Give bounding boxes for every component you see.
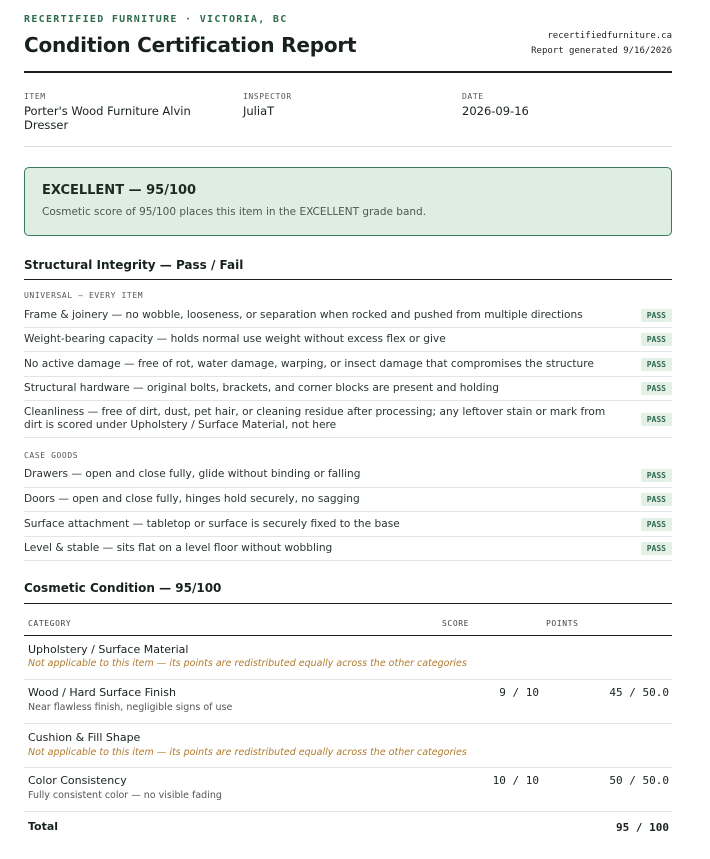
pass-badge: PASS [641, 469, 672, 482]
criterion-row [24, 468, 672, 488]
category-na-note: Not applicable to this item — its points are redistributed equally across the other categories [28, 658, 467, 669]
table-header-divider [24, 635, 672, 636]
inspector-value: JuliaT [243, 104, 275, 118]
page-title: Condition Certification Report [24, 33, 357, 57]
category-name: Color Consistency [28, 774, 127, 787]
criterion-row [24, 333, 672, 352]
criterion-text: Drawers — open and close fully, glide without binding or falling [24, 468, 361, 480]
criterion-text: No active damage — free of rot, water damage, warping, or insect damage that compromises the structure [24, 358, 594, 370]
criterion-row [24, 406, 672, 438]
pass-badge: PASS [641, 413, 672, 426]
criterion-row [24, 518, 672, 537]
total-label: Total [28, 820, 59, 833]
category-score: 9 / 10 [499, 686, 539, 699]
category-description: Near flawless finish, negligible signs of use [28, 702, 233, 713]
meta-item [24, 92, 224, 132]
criterion-row [24, 493, 672, 512]
criterion-row [24, 382, 672, 401]
criterion-row [24, 358, 672, 377]
pass-badge: PASS [641, 333, 672, 346]
category-points: 50 / 50.0 [609, 774, 669, 787]
criterion-text: Cleanliness — free of dirt, dust, pet hair, or cleaning residue after processing; any leftover stain or mark from dirt is scored under Upholstery / Surface Material, not here [24, 406, 606, 431]
meta-inspector [243, 92, 443, 118]
col-header-points: POINTS [546, 619, 579, 628]
category-name: Wood / Hard Surface Finish [28, 686, 176, 699]
date-label: DATE [462, 92, 484, 101]
row-divider [24, 811, 672, 812]
meta-divider [24, 146, 672, 147]
site-url[interactable]: recertifiedfurniture.ca [547, 31, 672, 41]
category-na-note: Not applicable to this item — its points are redistributed equally across the other categories [28, 747, 467, 758]
item-value: Porter's Wood Furniture Alvin Dresser [24, 104, 191, 132]
criterion-text: Weight-bearing capacity — holds normal use weight without excess flex or give [24, 333, 446, 345]
category-score: 10 / 10 [492, 774, 539, 787]
row-divider [24, 767, 672, 768]
universal-label: UNIVERSAL — EVERY ITEM [24, 291, 144, 300]
cosmetic-divider [24, 603, 672, 604]
pass-badge: PASS [641, 358, 672, 371]
casegoods-label: CASE GOODS [24, 451, 79, 460]
row-divider [24, 679, 672, 680]
criterion-text: Surface attachment — tabletop or surface is securely fixed to the base [24, 518, 400, 530]
grade-banner [24, 167, 672, 236]
grade-subtitle: Cosmetic score of 95/100 places this item in the EXCELLENT grade band. [42, 206, 427, 218]
criterion-row [24, 309, 672, 328]
structural-divider [24, 279, 672, 280]
total-value: 95 / 100 [616, 821, 669, 834]
criterion-row [24, 542, 672, 561]
category-points: 45 / 50.0 [609, 686, 669, 699]
criterion-text: Frame & joinery — no wobble, looseness, or separation when rocked and pushed from multiple directions [24, 309, 583, 321]
pass-badge: PASS [641, 542, 672, 555]
category-name: Upholstery / Surface Material [28, 643, 189, 656]
row-divider [24, 723, 672, 724]
cosmetic-heading: Cosmetic Condition — 95/100 [24, 581, 222, 595]
meta-date [462, 92, 662, 118]
date-value: 2026-09-16 [462, 104, 529, 118]
item-label: ITEM [24, 92, 46, 101]
report-generated: Report generated 9/16/2026 [531, 46, 672, 56]
category-description: Fully consistent color — no visible fading [28, 790, 222, 801]
inspector-label: INSPECTOR [243, 92, 292, 101]
category-name: Cushion & Fill Shape [28, 731, 141, 744]
criterion-text: Level & stable — sits flat on a level floor without wobbling [24, 542, 333, 554]
header-divider [24, 71, 672, 73]
criterion-text: Structural hardware — original bolts, brackets, and corner blocks are present and holding [24, 382, 500, 394]
pass-badge: PASS [641, 309, 672, 322]
col-header-category: CATEGORY [28, 619, 72, 628]
structural-heading: Structural Integrity — Pass / Fail [24, 258, 244, 272]
pass-badge: PASS [641, 382, 672, 395]
grade-title: EXCELLENT — 95/100 [42, 183, 197, 198]
pass-badge: PASS [641, 518, 672, 531]
col-header-score: SCORE [442, 619, 470, 628]
pass-badge: PASS [641, 493, 672, 506]
brand-line: RECERTIFIED FURNITURE · VICTORIA, BC [24, 14, 288, 25]
criterion-text: Doors — open and close fully, hinges hold securely, no sagging [24, 493, 360, 505]
